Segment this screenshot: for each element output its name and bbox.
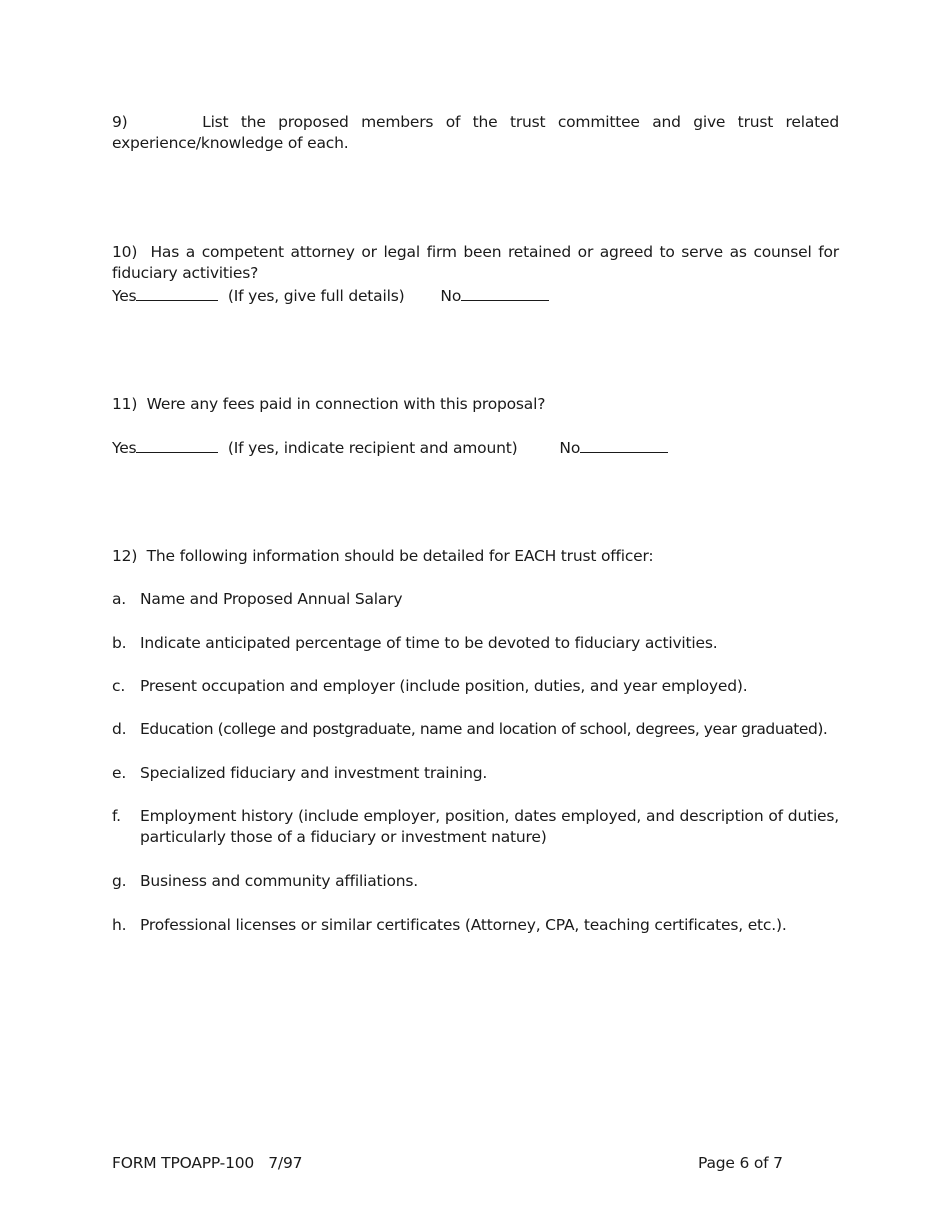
list-item-letter: b. <box>112 634 127 652</box>
question-11-no-blank[interactable] <box>580 437 668 453</box>
form-number: FORM TPOAPP-100 <box>112 1154 255 1172</box>
question-11-text: Were any fees paid in connection with this proposal? <box>146 395 546 413</box>
list-item <box>112 806 839 848</box>
question-11 <box>112 394 545 415</box>
question-10 <box>112 242 839 284</box>
question-10-yes-label: Yes <box>112 287 137 305</box>
list-item-letter: f. <box>112 807 121 825</box>
list-item-letter: e. <box>112 764 127 782</box>
list-item <box>112 915 839 936</box>
list-item-text: Employment history (include employer, position, dates employed, and description of duties, particularly those of a fiduciary or investment nature) <box>140 807 839 846</box>
question-10-no-blank[interactable] <box>461 285 549 301</box>
list-item-letter: g. <box>112 872 127 890</box>
question-10-number: 10) <box>112 243 138 261</box>
question-9-text: List the proposed members of the trust committee and give trust related experience/knowledge of each. <box>112 113 839 152</box>
list-item-letter: h. <box>112 916 127 934</box>
footer-form-id <box>112 1153 302 1174</box>
question-11-number: 11) <box>112 395 138 413</box>
question-10-no-label: No <box>440 287 462 305</box>
list-item <box>112 871 839 892</box>
question-12-number: 12) <box>112 547 138 565</box>
list-item-text: Professional licenses or similar certificates (Attorney, CPA, teaching certificates, etc.). <box>140 916 787 934</box>
question-11-answer-row <box>112 437 668 459</box>
list-item <box>112 719 839 740</box>
page-number: Page 6 of 7 <box>698 1154 783 1172</box>
list-item <box>112 589 839 610</box>
question-12-text: The following information should be detailed for EACH trust officer: <box>146 547 654 565</box>
list-item-text: Specialized fiduciary and investment training. <box>140 764 488 782</box>
question-11-yes-blank[interactable] <box>136 437 218 453</box>
question-9-number: 9) <box>112 113 128 131</box>
list-item-text: Business and community affiliations. <box>140 872 419 890</box>
question-12 <box>112 546 653 567</box>
list-item-letter: d. <box>112 720 127 738</box>
list-item-text: Education (college and postgraduate, name and location of school, degrees, year graduated). <box>140 720 828 738</box>
question-10-answer-row <box>112 285 549 307</box>
question-11-yes-note: (If yes, indicate recipient and amount) <box>227 439 518 457</box>
question-11-yes-label: Yes <box>112 439 137 457</box>
form-date: 7/97 <box>268 1154 303 1172</box>
question-10-yes-note: (If yes, give full details) <box>227 287 405 305</box>
list-item-letter: c. <box>112 677 126 695</box>
question-10-yes-blank[interactable] <box>136 285 218 301</box>
list-item <box>112 676 839 697</box>
list-item <box>112 763 839 784</box>
list-item-text: Present occupation and employer (include position, duties, and year employed). <box>140 677 748 695</box>
list-item-text: Name and Proposed Annual Salary <box>140 590 403 608</box>
list-item-letter: a. <box>112 590 127 608</box>
question-9 <box>112 112 839 154</box>
question-11-no-label: No <box>559 439 581 457</box>
question-10-text: Has a competent attorney or legal firm been retained or agreed to serve as counsel for fiduciary activities? <box>112 243 839 282</box>
list-item-text: Indicate anticipated percentage of time to be devoted to fiduciary activities. <box>140 634 718 652</box>
list-item <box>112 633 839 654</box>
